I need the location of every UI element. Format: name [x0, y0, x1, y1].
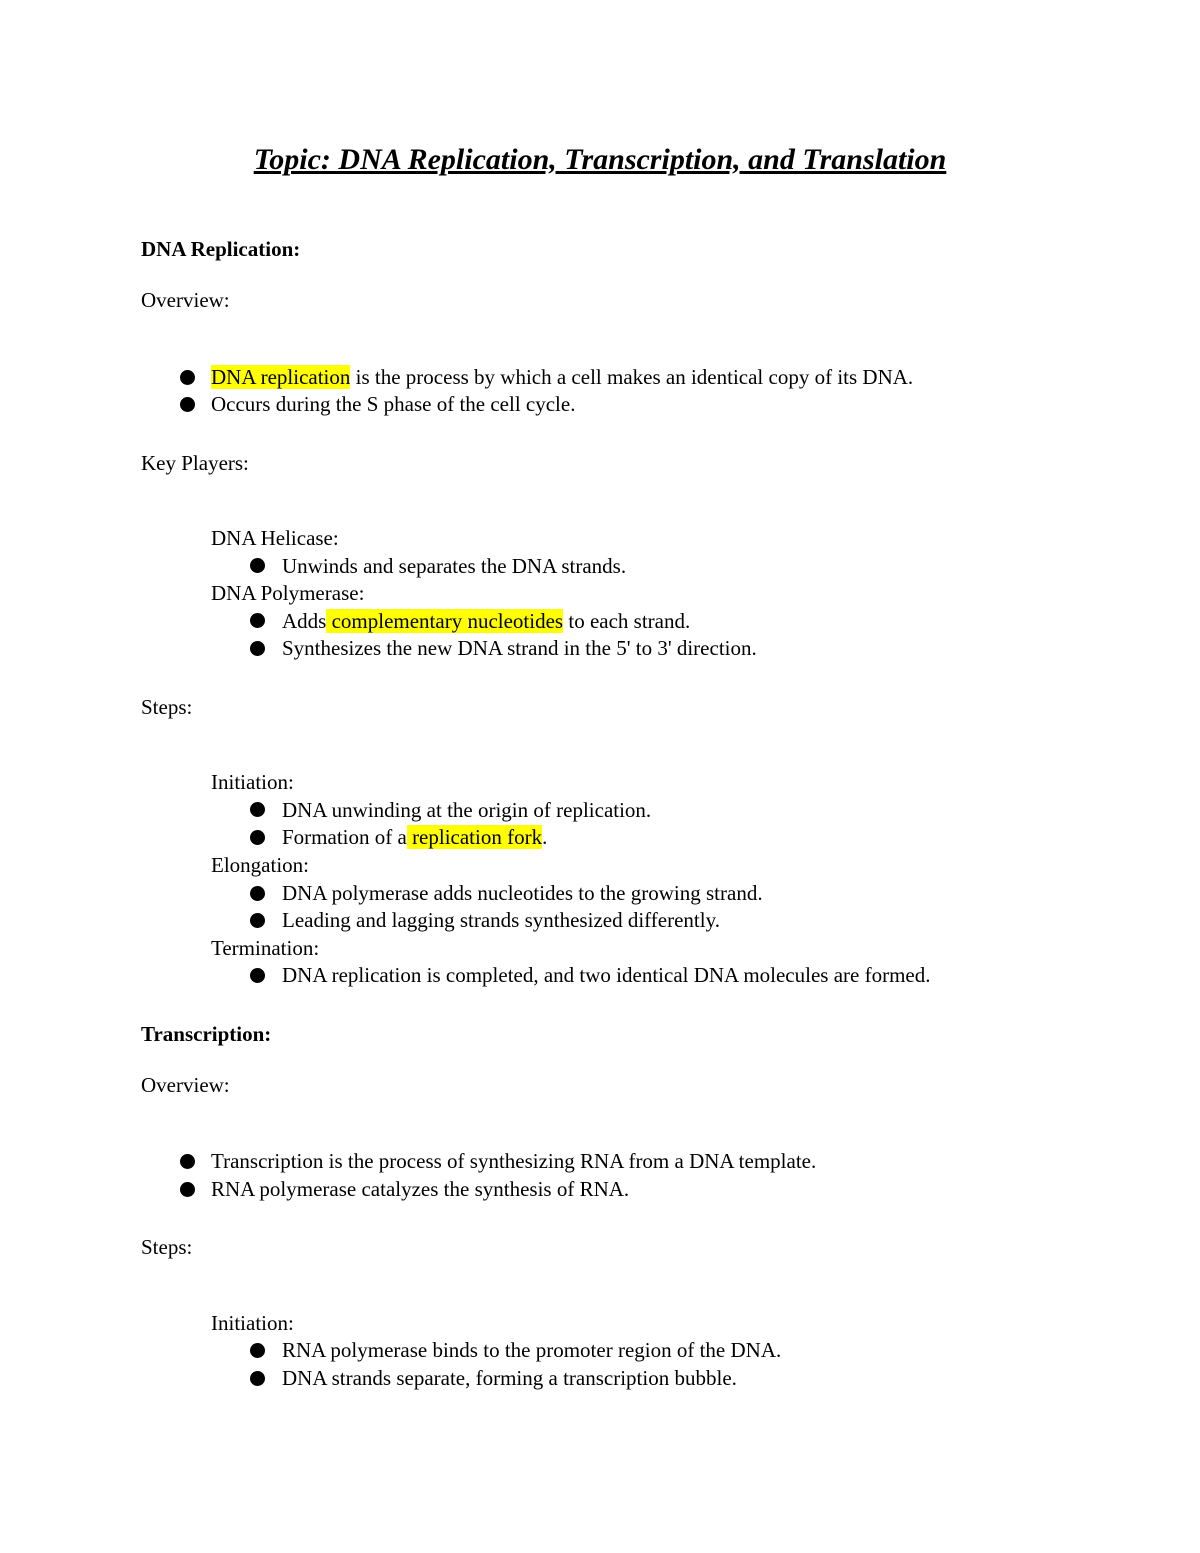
section-heading-transcription: Transcription:: [141, 1022, 272, 1046]
bullet-icon: [250, 802, 265, 817]
bullet-icon: [250, 613, 265, 628]
bullet-icon: [180, 397, 195, 412]
list-item: Formation of a replication fork.: [282, 825, 548, 849]
polymerase-label: DNA Polymerase:: [211, 581, 365, 605]
bullet-icon: [250, 968, 265, 983]
initiation-label: Initiation:: [211, 1311, 294, 1335]
list-item: DNA replication is completed, and two identical DNA molecules are formed.: [282, 963, 931, 987]
bullet-icon: [250, 913, 265, 928]
steps-label: Steps:: [141, 695, 193, 719]
list-item: DNA polymerase adds nucleotides to the growing strand.: [282, 881, 763, 905]
key-players-label: Key Players:: [141, 451, 249, 475]
list-item: Adds complementary nucleotides to each strand.: [282, 609, 691, 633]
page-title: Topic: DNA Replication, Transcription, and Translation: [253, 143, 947, 176]
elongation-label: Elongation:: [211, 853, 309, 877]
bullet-icon: [180, 370, 195, 385]
termination-label: Termination:: [211, 936, 320, 960]
list-item: RNA polymerase catalyzes the synthesis of RNA.: [211, 1177, 630, 1201]
bullet-icon: [250, 886, 265, 901]
list-item: Occurs during the S phase of the cell cycle.: [211, 392, 576, 416]
list-item: DNA strands separate, forming a transcription bubble.: [282, 1366, 737, 1390]
list-item: Synthesizes the new DNA strand in the 5' to 3' direction.: [282, 636, 757, 660]
highlighted-term: complementary nucleotides: [326, 609, 564, 633]
section-heading-dna-replication: DNA Replication:: [141, 237, 301, 261]
list-item: Unwinds and separates the DNA strands.: [282, 554, 627, 578]
bullet-icon: [180, 1154, 195, 1169]
steps-label: Steps:: [141, 1235, 193, 1259]
list-item: DNA replication is the process by which a cell makes an identical copy of its DNA.: [211, 365, 914, 389]
bullet-icon: [180, 1182, 195, 1197]
bullet-icon: [250, 558, 265, 573]
list-item: RNA polymerase binds to the promoter region of the DNA.: [282, 1338, 782, 1362]
list-item: Transcription is the process of synthesizing RNA from a DNA template.: [211, 1149, 817, 1173]
list-item: Leading and lagging strands synthesized differently.: [282, 908, 720, 932]
highlighted-term: DNA replication: [211, 365, 351, 389]
bullet-icon: [250, 1343, 265, 1358]
bullet-icon: [250, 1371, 265, 1386]
overview-label: Overview:: [141, 288, 230, 312]
highlighted-term: replication fork: [406, 825, 543, 849]
list-item: DNA unwinding at the origin of replication.: [282, 798, 652, 822]
helicase-label: DNA Helicase:: [211, 526, 339, 550]
overview-label: Overview:: [141, 1073, 230, 1097]
initiation-label: Initiation:: [211, 770, 294, 794]
bullet-icon: [250, 830, 265, 845]
bullet-icon: [250, 641, 265, 656]
